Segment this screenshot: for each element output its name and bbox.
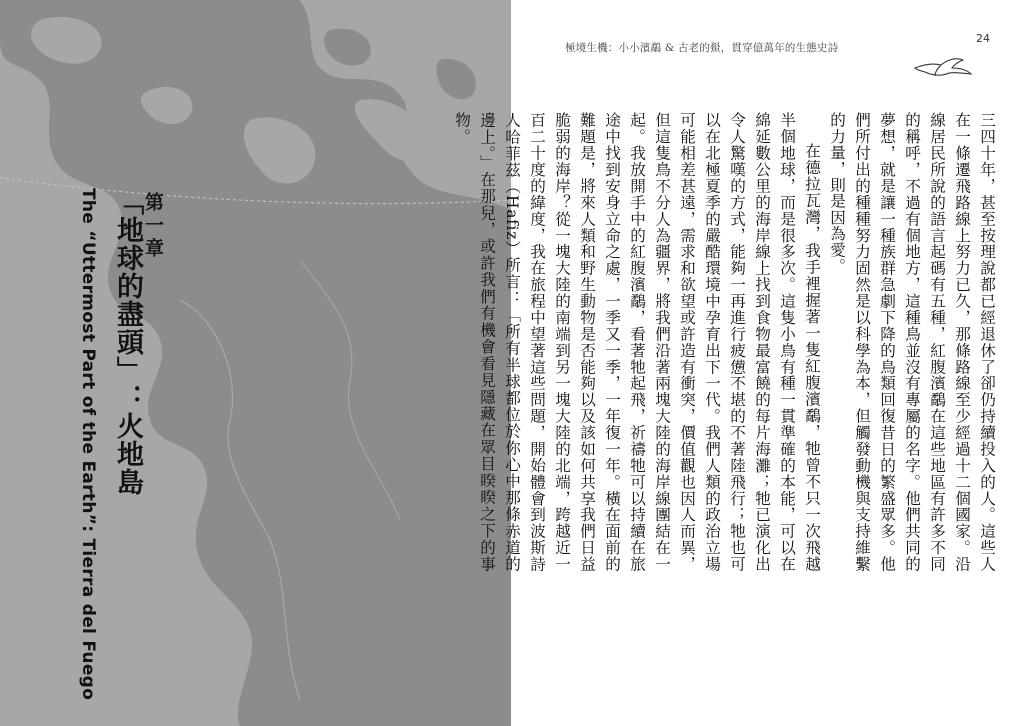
body-text <box>453 112 999 572</box>
paragraph: 在德拉瓦灣，我手裡握著一隻紅腹濱鷸，牠曾不只一次飛越半個地球，而是很多次。這隻小鳥有種一貫準確的本能，可以在綿延數公里的海岸線上找到食物最富饒的每片海灘；牠已演化出令人驚嘆的方式，能夠一再進行疲憊不堪的不著陸飛行；牠也可以在北極夏季的嚴酷環境中孕育出下一代。我們人類的政治立場可能相差甚遠，需求和欲望或許造有衝突，價值觀也因人而異，但這隻鳥不分人為疆界，將我們沿著兩塊大陸的海岸線團結在一起。我放開手中的紅腹濱鷸，看著牠起飛，祈禱牠可以持續在旅途中找到安身立命之處，一季又一季，一年復一年。橫在面前的難題是，將來人類和野生動物是否能夠以及該如何共享我們日益脆弱的海岸？從一塊大陸的南端到另一塊大陸的北端，跨越近一百二十度的緯度，我在旅程中望著這些問題，開始體會到波斯詩人哈菲茲（Hafiz）所言：「所有半球都位於你心中那條赤道的邊上。」在那兒，或許我們有機會看見隱藏在眾目睽睽之下的事物。 <box>453 112 821 572</box>
flying-bird-icon <box>911 54 975 80</box>
text-page <box>453 0 1024 726</box>
map-illustration <box>0 0 511 726</box>
chapter-number: 第一章 <box>142 192 164 261</box>
chapter-title-english: The “Uttermost Part of the Earth”: Tierra del Fuego <box>78 188 98 701</box>
page-number: 24 <box>976 32 990 45</box>
chapter-opener-page <box>0 0 511 726</box>
paragraph: 三四十年，甚至按理說都已經退休了卻仍持續投入的人。這些人在一條遷飛路線上努力已久，那條路線至少經過十二個國家。沿線居民所說的語言起碼有五種，紅腹濱鷸在這些地區有許多不同的稱呼，不過有個地方，這種鳥並沒有專屬的名字。他們共同的夢想，就是讓一種族群急劇下降的鳥類回復昔日的繁盛眾多。他們所付出的種種努力固然是以科學為本，但觸發動機與支持維繫的力量，則是因為愛。 <box>828 112 996 572</box>
chapter-title: 「地球的盡頭」：火地島 <box>112 188 143 496</box>
running-head: 極境生機：小小濱鷸 & 古老的鱟，貫穿億萬年的生態史詩 <box>565 42 839 54</box>
